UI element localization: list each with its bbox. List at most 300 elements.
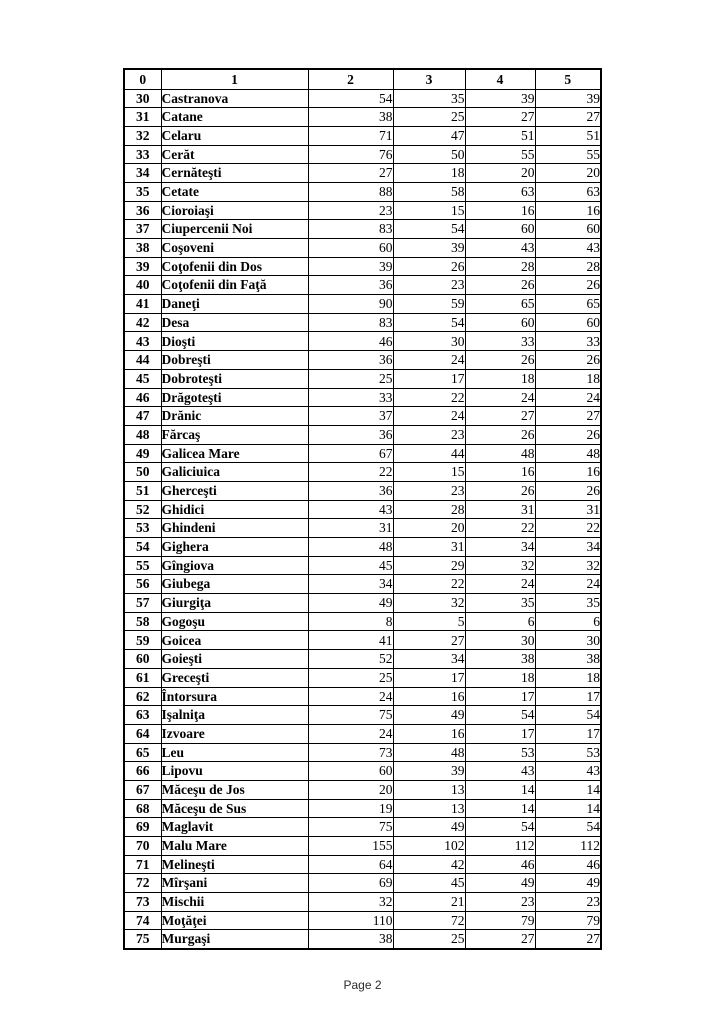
row-value: 26 — [465, 425, 535, 444]
row-locality-name: Murgaşi — [161, 930, 308, 949]
row-locality-name: Întorsura — [161, 687, 308, 706]
row-value: 16 — [465, 201, 535, 220]
row-value: 60 — [465, 313, 535, 332]
row-value: 39 — [393, 762, 465, 781]
row-value: 83 — [308, 220, 393, 239]
row-value: 32 — [393, 594, 465, 613]
row-id: 50 — [124, 463, 161, 482]
row-value: 75 — [308, 706, 393, 725]
row-value: 43 — [535, 239, 601, 258]
row-value: 24 — [465, 388, 535, 407]
table-row — [124, 650, 601, 669]
row-value: 48 — [535, 444, 601, 463]
row-value: 48 — [465, 444, 535, 463]
row-locality-name: Cernăteşti — [161, 164, 308, 183]
row-value: 34 — [465, 538, 535, 557]
row-locality-name: Ghidici — [161, 500, 308, 519]
row-value: 18 — [535, 369, 601, 388]
row-value: 23 — [393, 425, 465, 444]
row-value: 29 — [393, 556, 465, 575]
table-row — [124, 668, 601, 687]
row-value: 14 — [535, 780, 601, 799]
table-row — [124, 425, 601, 444]
row-value: 73 — [308, 743, 393, 762]
row-id: 43 — [124, 332, 161, 351]
row-value: 23 — [535, 893, 601, 912]
row-value: 36 — [308, 276, 393, 295]
row-value: 42 — [393, 855, 465, 874]
row-value: 63 — [465, 182, 535, 201]
table-header-row — [124, 69, 601, 89]
row-id: 41 — [124, 295, 161, 314]
row-value: 27 — [465, 407, 535, 426]
row-value: 54 — [465, 818, 535, 837]
row-locality-name: Celaru — [161, 126, 308, 145]
row-value: 25 — [393, 930, 465, 949]
row-value: 28 — [535, 257, 601, 276]
row-id: 61 — [124, 668, 161, 687]
table-row — [124, 388, 601, 407]
row-value: 32 — [535, 556, 601, 575]
row-value: 38 — [308, 108, 393, 127]
table-row — [124, 893, 601, 912]
row-value: 38 — [465, 650, 535, 669]
table-row — [124, 762, 601, 781]
row-locality-name: Cioroiaşi — [161, 201, 308, 220]
row-id: 38 — [124, 239, 161, 258]
table-row — [124, 220, 601, 239]
row-value: 51 — [465, 126, 535, 145]
row-id: 58 — [124, 612, 161, 631]
table-row — [124, 837, 601, 856]
row-id: 64 — [124, 724, 161, 743]
row-id: 34 — [124, 164, 161, 183]
row-locality-name: Greceşti — [161, 668, 308, 687]
table-row — [124, 201, 601, 220]
row-locality-name: Gîngiova — [161, 556, 308, 575]
row-value: 15 — [393, 463, 465, 482]
column-header-2: 2 — [308, 69, 393, 89]
row-value: 26 — [535, 351, 601, 370]
row-locality-name: Gighera — [161, 538, 308, 557]
row-value: 27 — [535, 407, 601, 426]
row-value: 30 — [465, 631, 535, 650]
table-row — [124, 407, 601, 426]
row-value: 31 — [308, 519, 393, 538]
row-value: 17 — [465, 724, 535, 743]
row-value: 76 — [308, 145, 393, 164]
row-value: 45 — [393, 874, 465, 893]
row-locality-name: Dioşti — [161, 332, 308, 351]
row-value: 48 — [393, 743, 465, 762]
column-header-1: 1 — [161, 69, 308, 89]
row-value: 27 — [535, 930, 601, 949]
row-value: 36 — [308, 425, 393, 444]
row-value: 30 — [535, 631, 601, 650]
row-value: 155 — [308, 837, 393, 856]
table-row — [124, 706, 601, 725]
row-id: 44 — [124, 351, 161, 370]
row-value: 17 — [535, 724, 601, 743]
row-value: 26 — [465, 351, 535, 370]
row-id: 73 — [124, 893, 161, 912]
row-value: 13 — [393, 799, 465, 818]
row-value: 32 — [308, 893, 393, 912]
row-id: 42 — [124, 313, 161, 332]
row-value: 5 — [393, 612, 465, 631]
row-value: 90 — [308, 295, 393, 314]
row-value: 16 — [393, 687, 465, 706]
row-id: 69 — [124, 818, 161, 837]
row-value: 64 — [308, 855, 393, 874]
row-value: 38 — [308, 930, 393, 949]
row-id: 36 — [124, 201, 161, 220]
row-value: 22 — [393, 575, 465, 594]
row-value: 35 — [535, 594, 601, 613]
row-value: 31 — [465, 500, 535, 519]
row-value: 24 — [465, 575, 535, 594]
row-value: 75 — [308, 818, 393, 837]
table-row — [124, 631, 601, 650]
row-id: 47 — [124, 407, 161, 426]
row-locality-name: Drăgoteşti — [161, 388, 308, 407]
row-value: 39 — [465, 89, 535, 108]
row-value: 14 — [465, 780, 535, 799]
table-row — [124, 182, 601, 201]
row-value: 60 — [308, 239, 393, 258]
table-row — [124, 351, 601, 370]
row-value: 50 — [393, 145, 465, 164]
row-value: 46 — [535, 855, 601, 874]
row-value: 65 — [535, 295, 601, 314]
row-value: 34 — [393, 650, 465, 669]
row-value: 58 — [393, 182, 465, 201]
row-value: 55 — [465, 145, 535, 164]
row-value: 46 — [308, 332, 393, 351]
row-locality-name: Goieşti — [161, 650, 308, 669]
table-row — [124, 818, 601, 837]
row-value: 55 — [535, 145, 601, 164]
row-value: 54 — [535, 818, 601, 837]
row-value: 71 — [308, 126, 393, 145]
row-id: 70 — [124, 837, 161, 856]
row-value: 33 — [535, 332, 601, 351]
row-value: 27 — [535, 108, 601, 127]
row-locality-name: Moţăţei — [161, 911, 308, 930]
table-row — [124, 369, 601, 388]
table-row — [124, 743, 601, 762]
row-value: 20 — [465, 164, 535, 183]
row-value: 49 — [465, 874, 535, 893]
table-row — [124, 500, 601, 519]
row-locality-name: Fărcaş — [161, 425, 308, 444]
row-locality-name: Gogoşu — [161, 612, 308, 631]
row-locality-name: Cerăt — [161, 145, 308, 164]
row-id: 54 — [124, 538, 161, 557]
row-value: 72 — [393, 911, 465, 930]
row-value: 51 — [535, 126, 601, 145]
table-row — [124, 295, 601, 314]
row-value: 24 — [393, 351, 465, 370]
row-locality-name: Castranova — [161, 89, 308, 108]
row-value: 23 — [393, 276, 465, 295]
row-value: 18 — [535, 668, 601, 687]
row-locality-name: Goicea — [161, 631, 308, 650]
row-value: 49 — [308, 594, 393, 613]
row-value: 39 — [308, 257, 393, 276]
row-locality-name: Malu Mare — [161, 837, 308, 856]
row-locality-name: Giubega — [161, 575, 308, 594]
table-row — [124, 444, 601, 463]
row-locality-name: Daneţi — [161, 295, 308, 314]
row-value: 54 — [308, 89, 393, 108]
row-value: 65 — [465, 295, 535, 314]
table-row — [124, 538, 601, 557]
row-value: 52 — [308, 650, 393, 669]
row-value: 27 — [465, 930, 535, 949]
table-row — [124, 724, 601, 743]
row-locality-name: Maglavit — [161, 818, 308, 837]
table-row — [124, 108, 601, 127]
table-row — [124, 874, 601, 893]
row-value: 20 — [393, 519, 465, 538]
row-value: 48 — [308, 538, 393, 557]
row-locality-name: Melineşti — [161, 855, 308, 874]
row-locality-name: Desa — [161, 313, 308, 332]
row-id: 53 — [124, 519, 161, 538]
table-row — [124, 126, 601, 145]
row-id: 39 — [124, 257, 161, 276]
table-row — [124, 556, 601, 575]
row-value: 16 — [393, 724, 465, 743]
row-value: 16 — [535, 463, 601, 482]
row-value: 6 — [535, 612, 601, 631]
table-row — [124, 89, 601, 108]
row-value: 54 — [393, 220, 465, 239]
row-value: 26 — [465, 276, 535, 295]
row-id: 60 — [124, 650, 161, 669]
row-value: 43 — [535, 762, 601, 781]
row-id: 48 — [124, 425, 161, 444]
table-row — [124, 911, 601, 930]
row-id: 33 — [124, 145, 161, 164]
row-id: 63 — [124, 706, 161, 725]
row-locality-name: Dobroteşti — [161, 369, 308, 388]
row-id: 40 — [124, 276, 161, 295]
row-value: 27 — [308, 164, 393, 183]
row-id: 74 — [124, 911, 161, 930]
row-value: 17 — [393, 369, 465, 388]
row-locality-name: Izvoare — [161, 724, 308, 743]
row-value: 18 — [465, 369, 535, 388]
row-value: 102 — [393, 837, 465, 856]
row-locality-name: Mischii — [161, 893, 308, 912]
row-id: 37 — [124, 220, 161, 239]
row-locality-name: Măceşu de Sus — [161, 799, 308, 818]
row-value: 35 — [393, 89, 465, 108]
row-value: 53 — [465, 743, 535, 762]
row-value: 33 — [308, 388, 393, 407]
table-row — [124, 463, 601, 482]
row-value: 20 — [535, 164, 601, 183]
row-value: 49 — [535, 874, 601, 893]
row-value: 38 — [535, 650, 601, 669]
table-row — [124, 519, 601, 538]
row-value: 18 — [465, 668, 535, 687]
row-value: 112 — [465, 837, 535, 856]
row-value: 14 — [535, 799, 601, 818]
row-value: 32 — [465, 556, 535, 575]
row-value: 41 — [308, 631, 393, 650]
row-value: 110 — [308, 911, 393, 930]
row-id: 67 — [124, 780, 161, 799]
row-value: 63 — [535, 182, 601, 201]
row-value: 30 — [393, 332, 465, 351]
row-id: 31 — [124, 108, 161, 127]
row-value: 22 — [393, 388, 465, 407]
table-row — [124, 239, 601, 258]
row-value: 60 — [465, 220, 535, 239]
row-value: 31 — [535, 500, 601, 519]
row-locality-name: Măceşu de Jos — [161, 780, 308, 799]
row-locality-name: Cetate — [161, 182, 308, 201]
row-value: 43 — [465, 762, 535, 781]
row-value: 26 — [465, 481, 535, 500]
table-row — [124, 780, 601, 799]
row-value: 39 — [393, 239, 465, 258]
row-value: 15 — [393, 201, 465, 220]
table-row — [124, 257, 601, 276]
row-value: 14 — [465, 799, 535, 818]
table-body — [124, 89, 601, 949]
row-locality-name: Coşoveni — [161, 239, 308, 258]
row-value: 13 — [393, 780, 465, 799]
column-header-3: 3 — [393, 69, 465, 89]
row-id: 71 — [124, 855, 161, 874]
row-value: 24 — [535, 388, 601, 407]
row-id: 66 — [124, 762, 161, 781]
row-id: 51 — [124, 481, 161, 500]
row-value: 24 — [308, 724, 393, 743]
row-id: 62 — [124, 687, 161, 706]
row-value: 27 — [465, 108, 535, 127]
row-value: 88 — [308, 182, 393, 201]
table-row — [124, 594, 601, 613]
row-value: 67 — [308, 444, 393, 463]
table-row — [124, 332, 601, 351]
row-locality-name: Galiciuica — [161, 463, 308, 482]
row-value: 34 — [308, 575, 393, 594]
row-id: 57 — [124, 594, 161, 613]
row-value: 60 — [535, 220, 601, 239]
row-id: 65 — [124, 743, 161, 762]
row-value: 60 — [535, 313, 601, 332]
row-value: 27 — [393, 631, 465, 650]
row-id: 52 — [124, 500, 161, 519]
table-row — [124, 313, 601, 332]
row-value: 24 — [308, 687, 393, 706]
row-value: 16 — [465, 463, 535, 482]
row-value: 53 — [535, 743, 601, 762]
table-row — [124, 799, 601, 818]
table-row — [124, 687, 601, 706]
table-row — [124, 575, 601, 594]
row-value: 25 — [308, 369, 393, 388]
row-value: 20 — [308, 780, 393, 799]
row-value: 22 — [465, 519, 535, 538]
row-value: 24 — [535, 575, 601, 594]
row-value: 17 — [393, 668, 465, 687]
row-id: 46 — [124, 388, 161, 407]
row-locality-name: Ciupercenii Noi — [161, 220, 308, 239]
row-value: 44 — [393, 444, 465, 463]
row-value: 36 — [308, 351, 393, 370]
table-row — [124, 855, 601, 874]
row-value: 59 — [393, 295, 465, 314]
row-value: 26 — [535, 481, 601, 500]
row-value: 28 — [393, 500, 465, 519]
row-value: 60 — [308, 762, 393, 781]
row-id: 68 — [124, 799, 161, 818]
row-value: 23 — [308, 201, 393, 220]
row-value: 34 — [535, 538, 601, 557]
row-value: 25 — [308, 668, 393, 687]
row-value: 39 — [535, 89, 601, 108]
table-row — [124, 276, 601, 295]
row-locality-name: Ghindeni — [161, 519, 308, 538]
row-value: 49 — [393, 818, 465, 837]
row-locality-name: Catane — [161, 108, 308, 127]
row-value: 112 — [535, 837, 601, 856]
table-row — [124, 612, 601, 631]
row-value: 26 — [393, 257, 465, 276]
table-row — [124, 930, 601, 949]
row-value: 23 — [393, 481, 465, 500]
row-value: 26 — [535, 425, 601, 444]
row-id: 49 — [124, 444, 161, 463]
row-value: 69 — [308, 874, 393, 893]
row-value: 46 — [465, 855, 535, 874]
page-number-footer: Page 2 — [343, 978, 382, 992]
row-value: 25 — [393, 108, 465, 127]
row-value: 17 — [535, 687, 601, 706]
row-value: 43 — [465, 239, 535, 258]
row-id: 35 — [124, 182, 161, 201]
row-value: 19 — [308, 799, 393, 818]
row-locality-name: Işalniţa — [161, 706, 308, 725]
row-value: 54 — [465, 706, 535, 725]
row-value: 21 — [393, 893, 465, 912]
table-row — [124, 164, 601, 183]
table-header — [124, 69, 601, 89]
row-locality-name: Lipovu — [161, 762, 308, 781]
row-value: 36 — [308, 481, 393, 500]
row-locality-name: Mîrşani — [161, 874, 308, 893]
row-value: 35 — [465, 594, 535, 613]
row-value: 23 — [465, 893, 535, 912]
row-id: 32 — [124, 126, 161, 145]
row-locality-name: Coţofenii din Dos — [161, 257, 308, 276]
column-header-5: 5 — [535, 69, 601, 89]
row-value: 45 — [308, 556, 393, 575]
row-value: 49 — [393, 706, 465, 725]
row-value: 83 — [308, 313, 393, 332]
row-locality-name: Leu — [161, 743, 308, 762]
column-header-0: 0 — [124, 69, 161, 89]
row-id: 30 — [124, 89, 161, 108]
table-row — [124, 481, 601, 500]
row-id: 55 — [124, 556, 161, 575]
